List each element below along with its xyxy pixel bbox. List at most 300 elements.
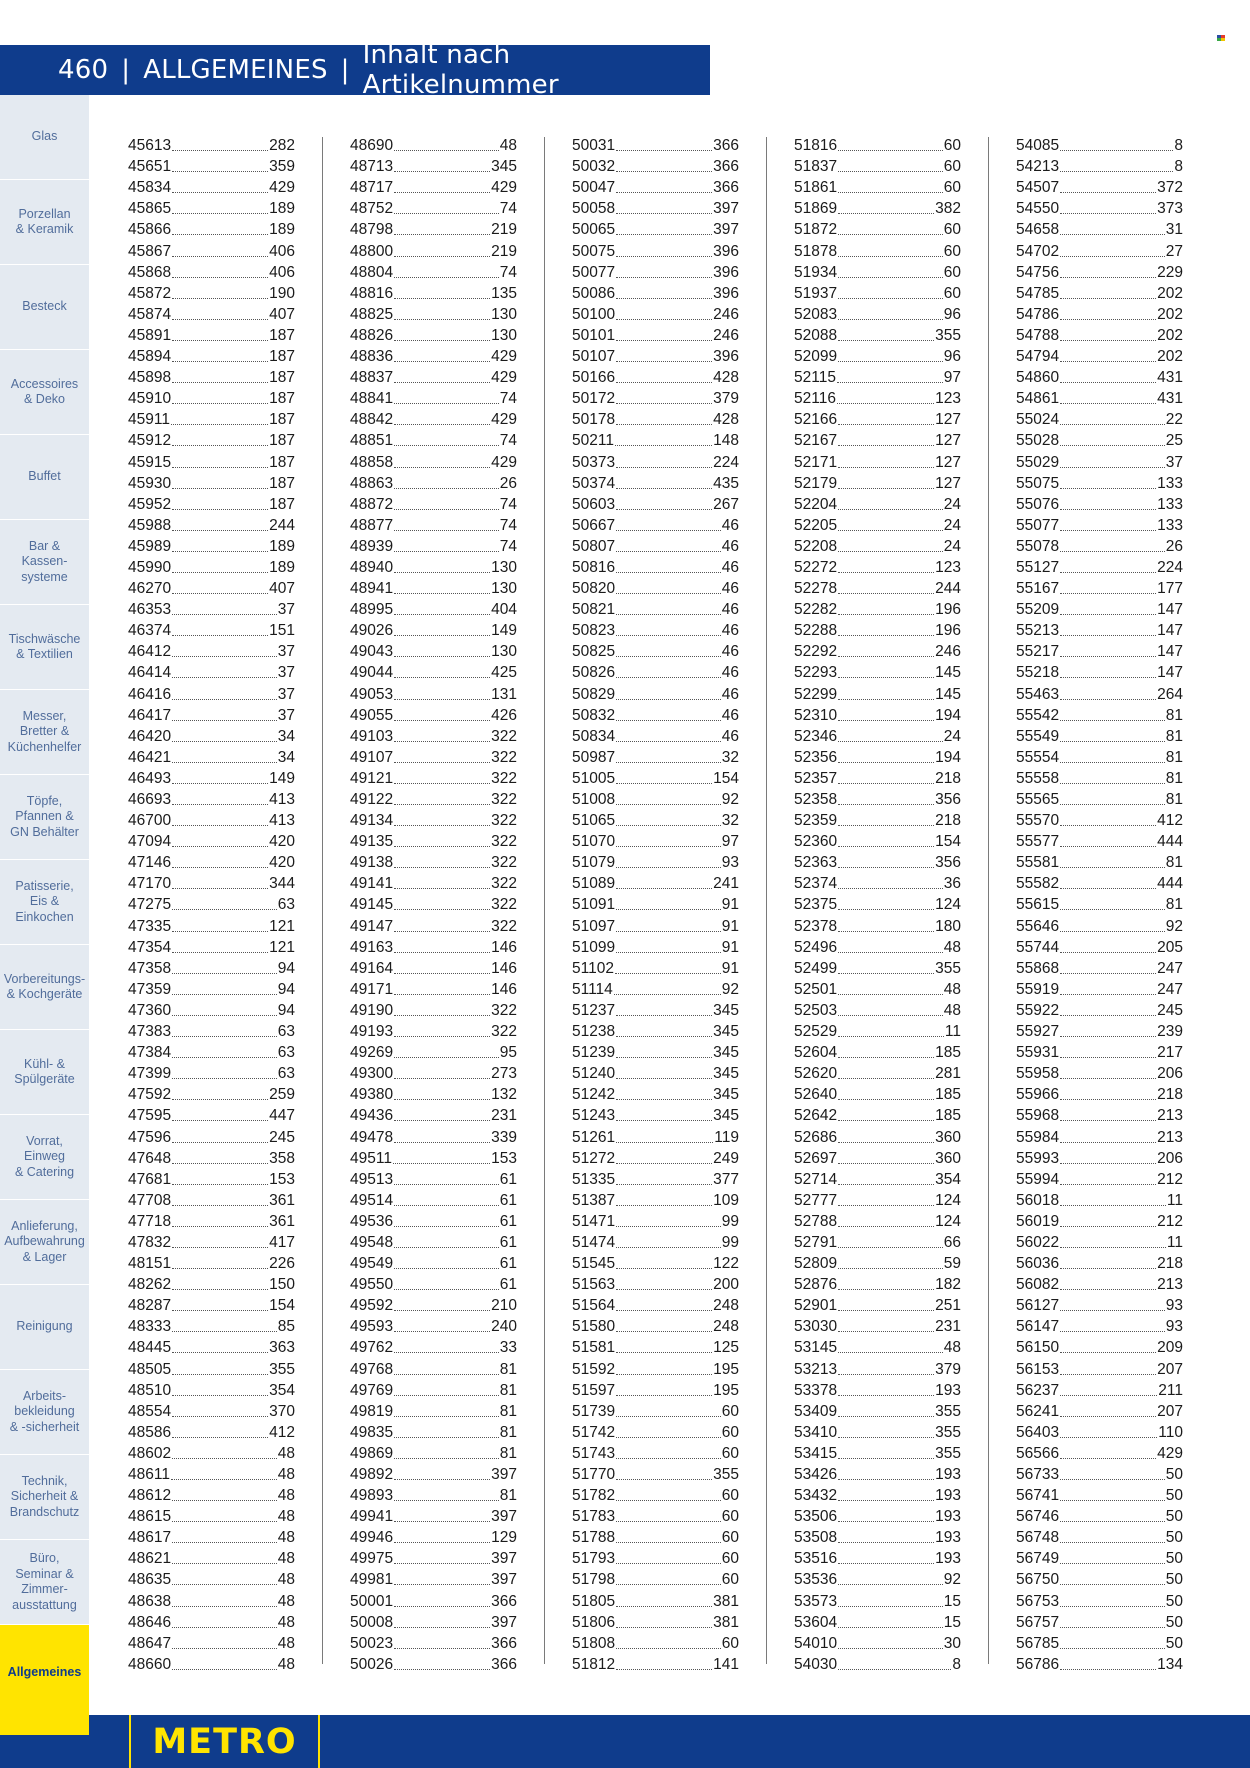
page-reference: 229 [1157, 263, 1183, 281]
index-entry [572, 809, 739, 830]
index-entry [350, 1400, 517, 1421]
page-reference: 189 [269, 221, 295, 239]
article-number: 56127 [1016, 1297, 1060, 1315]
article-number: 54030 [794, 1655, 838, 1673]
dot-leader [616, 233, 712, 235]
index-entry [1016, 1400, 1183, 1421]
page-reference: 239 [1157, 1023, 1183, 1041]
index-entry [572, 218, 739, 239]
page-reference: 187 [269, 453, 295, 471]
article-number: 52357 [794, 769, 838, 787]
article-number: 55542 [1016, 706, 1060, 724]
article-number: 48287 [128, 1297, 172, 1315]
index-entry [794, 767, 961, 788]
article-number: 51869 [794, 200, 838, 218]
dot-leader [394, 845, 490, 847]
index-entry [1016, 1083, 1183, 1104]
article-number: 53030 [794, 1318, 838, 1336]
sidebar-item[interactable]: Anlieferung, Aufbewahrung & Lager [0, 1200, 89, 1285]
article-number: 50211 [572, 432, 614, 450]
dot-leader [838, 719, 934, 721]
index-entry [350, 1611, 517, 1632]
page-reference: 46 [721, 537, 739, 555]
article-number: 55167 [1016, 580, 1060, 598]
index-entry [572, 1547, 739, 1568]
dot-leader [616, 170, 712, 172]
index-entry [794, 239, 961, 260]
dot-leader [1060, 1351, 1156, 1353]
dot-leader [1060, 676, 1156, 678]
dot-leader [838, 276, 943, 278]
page-reference: 212 [1157, 1170, 1183, 1188]
index-entry [572, 493, 739, 514]
dot-leader [172, 1119, 268, 1121]
page-reference: 406 [269, 242, 295, 260]
article-number: 51812 [572, 1655, 616, 1673]
index-entry [794, 1379, 961, 1400]
index-entry [350, 936, 517, 957]
dot-leader [394, 360, 490, 362]
page-reference: 149 [269, 769, 295, 787]
index-entry [794, 1505, 961, 1526]
index-entry [1016, 682, 1183, 703]
page-reference: 60 [721, 1529, 739, 1547]
article-number: 47595 [128, 1107, 172, 1125]
index-entry [1016, 450, 1183, 471]
article-number: 52293 [794, 664, 838, 682]
index-entry [350, 1315, 517, 1336]
sidebar-item[interactable]: Technik, Sicherheit & Brandschutz [0, 1455, 89, 1540]
dot-leader [838, 191, 943, 193]
page-reference: 123 [935, 390, 961, 408]
dot-leader [616, 1499, 721, 1501]
article-number: 49548 [350, 1233, 394, 1251]
index-entry [794, 1463, 961, 1484]
article-number: 48940 [350, 558, 394, 576]
dot-leader [1060, 1668, 1156, 1670]
dot-leader [1060, 1626, 1165, 1628]
dot-leader [172, 951, 268, 953]
article-number: 50023 [350, 1634, 394, 1652]
sidebar-item[interactable]: Vorrat, Einweg & Catering [0, 1115, 89, 1200]
dot-leader [394, 676, 490, 678]
index-entry [572, 1421, 739, 1442]
index-entry [1016, 218, 1183, 239]
article-number: 48612 [128, 1487, 172, 1505]
sidebar-item[interactable]: Reinigung [0, 1285, 89, 1370]
index-entry [1016, 1589, 1183, 1610]
dot-leader [616, 1520, 721, 1522]
index-entry [794, 1589, 961, 1610]
page-reference: 267 [713, 495, 739, 513]
dot-leader [172, 908, 277, 910]
dot-leader [394, 212, 499, 214]
page-reference: 127 [935, 474, 961, 492]
page-reference: 355 [935, 959, 961, 977]
article-number: 49121 [350, 769, 394, 787]
index-entry [794, 725, 961, 746]
dot-leader [172, 1014, 277, 1016]
dot-leader [616, 613, 721, 615]
page-reference: 381 [713, 1592, 739, 1610]
article-number: 51782 [572, 1487, 616, 1505]
article-number: 47708 [128, 1191, 172, 1209]
page-reference: 61 [499, 1212, 517, 1230]
page-reference: 33 [499, 1339, 517, 1357]
index-entry [1016, 1273, 1183, 1294]
article-number: 51798 [572, 1571, 616, 1589]
dot-leader [1060, 360, 1156, 362]
page-reference: 154 [713, 769, 739, 787]
dot-leader [1060, 993, 1156, 995]
sidebar-item[interactable]: Accessoires & Deko [0, 350, 89, 435]
index-entry [128, 514, 295, 535]
article-number: 55127 [1016, 558, 1060, 576]
index-entry [350, 1041, 517, 1062]
page-reference: 322 [491, 727, 517, 745]
index-entry [794, 429, 961, 450]
index-entry [350, 1020, 517, 1041]
index-entry [350, 1083, 517, 1104]
article-number: 52529 [794, 1023, 838, 1041]
dot-leader [394, 698, 490, 700]
dot-leader [838, 972, 934, 974]
index-column [794, 134, 961, 1674]
article-number: 45989 [128, 537, 172, 555]
index-entry [794, 1632, 961, 1653]
dot-leader [172, 1267, 268, 1269]
page-reference: 425 [491, 664, 517, 682]
article-number: 50667 [572, 516, 616, 534]
article-number: 53432 [794, 1487, 838, 1505]
article-number: 54213 [1016, 158, 1060, 176]
article-number: 51937 [794, 284, 838, 302]
article-number: 48635 [128, 1571, 172, 1589]
page-reference: 397 [713, 200, 739, 218]
dot-leader [616, 1562, 721, 1564]
article-number: 48826 [350, 326, 394, 344]
page-reference: 99 [721, 1212, 739, 1230]
page-reference: 91 [721, 938, 739, 956]
dot-leader [394, 1394, 499, 1396]
article-number: 56741 [1016, 1487, 1060, 1505]
article-number: 56748 [1016, 1529, 1060, 1547]
index-entry [350, 640, 517, 661]
article-number: 48851 [350, 432, 394, 450]
index-entry [350, 155, 517, 176]
page-reference: 420 [269, 833, 295, 851]
index-entry [572, 1357, 739, 1378]
sidebar-item[interactable]: Bar & Kassen- systeme [0, 520, 89, 605]
index-entry [128, 1168, 295, 1189]
page-reference: 187 [269, 369, 295, 387]
page-reference: 93 [1165, 1318, 1183, 1336]
article-number: 51742 [572, 1423, 616, 1441]
page-reference: 48 [277, 1655, 295, 1673]
index-entry [572, 556, 739, 577]
article-number: 48842 [350, 411, 394, 429]
article-number: 48717 [350, 179, 394, 197]
index-entry [794, 1611, 961, 1632]
page-number: 460 [58, 55, 109, 85]
index-entry [350, 197, 517, 218]
sidebar-item[interactable]: Kühl- & Spülgeräte [0, 1030, 89, 1115]
dot-leader [172, 803, 268, 805]
page-reference: 11 [1166, 1191, 1183, 1209]
article-number: 50075 [572, 242, 616, 260]
dot-leader [172, 571, 268, 573]
page-reference: 97 [721, 833, 739, 851]
page-reference: 187 [269, 326, 295, 344]
article-number: 52499 [794, 959, 838, 977]
index-entry [128, 303, 295, 324]
dot-leader [172, 1288, 268, 1290]
article-number: 51808 [572, 1634, 616, 1652]
page-reference: 31 [1165, 221, 1183, 239]
page-reference: 133 [1157, 495, 1183, 513]
dot-leader [172, 149, 268, 151]
page-reference: 27 [1165, 242, 1183, 260]
page-reference: 196 [935, 601, 961, 619]
sidebar-item[interactable]: Tischwäsche & Textilien [0, 605, 89, 690]
index-entry [128, 1589, 295, 1610]
page-reference: 429 [491, 411, 517, 429]
page-reference: 154 [935, 833, 961, 851]
index-entry [128, 725, 295, 746]
page-header [0, 40, 710, 100]
page-reference: 63 [277, 1044, 295, 1062]
index-entry [572, 1589, 739, 1610]
sidebar-item[interactable]: Arbeits- bekleidung & -sicherheit [0, 1370, 89, 1455]
dot-leader [838, 1373, 934, 1375]
article-number: 52179 [794, 474, 838, 492]
page-reference: 74 [499, 263, 517, 281]
sidebar-item[interactable]: Besteck [0, 265, 89, 350]
index-entry [128, 366, 295, 387]
sidebar-item[interactable]: Porzellan & Keramik [0, 180, 89, 265]
article-number: 49380 [350, 1086, 394, 1104]
dot-leader [837, 381, 943, 383]
index-entry [794, 324, 961, 345]
dot-leader [838, 1225, 934, 1227]
dot-leader [616, 803, 721, 805]
article-number: 51335 [572, 1170, 616, 1188]
index-entry [572, 978, 739, 999]
article-number: 51563 [572, 1276, 616, 1294]
article-number: 54786 [1016, 305, 1060, 323]
index-entry [794, 1336, 961, 1357]
index-entry [128, 1210, 295, 1231]
dot-leader [838, 824, 934, 826]
dot-leader [172, 972, 277, 974]
dot-leader [1060, 761, 1165, 763]
dot-leader [172, 1394, 268, 1396]
sidebar-item[interactable]: Büro, Seminar & Zimmer- ausstattung [0, 1540, 89, 1625]
index-entry [1016, 1653, 1183, 1674]
page-reference: 60 [721, 1487, 739, 1505]
article-number: 51005 [572, 769, 616, 787]
dot-leader [394, 487, 499, 489]
page-reference: 444 [1157, 875, 1183, 893]
article-number: 55209 [1016, 601, 1060, 619]
page-reference: 185 [935, 1044, 961, 1062]
index-entry [350, 450, 517, 471]
index-entry [794, 1315, 961, 1336]
sidebar-item[interactable]: Patisserie, Eis & Einkochen [0, 860, 89, 945]
article-number: 51070 [572, 833, 616, 851]
page-reference: 379 [935, 1360, 961, 1378]
article-number: 48836 [350, 348, 394, 366]
article-number: 55565 [1016, 791, 1060, 808]
dot-leader [838, 761, 934, 763]
dot-leader [616, 255, 712, 257]
article-number: 51239 [572, 1044, 616, 1062]
page-reference: 50 [1165, 1508, 1183, 1526]
page-reference: 407 [269, 580, 295, 598]
dot-leader [616, 1478, 712, 1480]
index-entry [128, 1505, 295, 1526]
sidebar-item[interactable]: Glas [0, 95, 89, 180]
index-entry [572, 345, 739, 366]
index-entry [572, 1125, 739, 1146]
dot-leader [616, 1415, 721, 1417]
article-number: 45898 [128, 369, 172, 387]
article-number: 55966 [1016, 1086, 1060, 1104]
page-reference: 151 [269, 622, 295, 640]
page-reference: 356 [935, 791, 961, 808]
index-entry [1016, 472, 1183, 493]
dot-leader [1060, 655, 1156, 657]
dot-leader [838, 951, 943, 953]
dot-leader [172, 866, 268, 868]
dot-leader [172, 339, 268, 341]
sidebar-item[interactable]: Töpfe, Pfannen & GN Behälter [0, 775, 89, 860]
dot-leader [394, 381, 490, 383]
index-entry [572, 725, 739, 746]
page-reference: 127 [935, 453, 961, 471]
index-entry [128, 914, 295, 935]
dot-leader [1060, 233, 1165, 235]
page-reference: 46 [721, 516, 739, 534]
index-entry [572, 619, 739, 640]
index-entry [350, 1062, 517, 1083]
dot-leader [616, 634, 721, 636]
index-entry [1016, 936, 1183, 957]
dot-leader [616, 887, 712, 889]
index-entry [128, 1611, 295, 1632]
index-entry [572, 598, 739, 619]
article-number: 50832 [572, 706, 616, 724]
page-reference: 248 [713, 1297, 739, 1315]
article-number: 49981 [350, 1571, 394, 1589]
dot-leader [394, 740, 490, 742]
dot-leader [172, 1077, 277, 1079]
article-number: 49869 [350, 1444, 394, 1462]
dot-leader [616, 339, 712, 341]
sidebar-item[interactable]: Buffet [0, 435, 89, 520]
column-divider [988, 137, 989, 1664]
page-reference: 63 [277, 1065, 295, 1083]
article-number: 49549 [350, 1255, 394, 1273]
index-entry [350, 746, 517, 767]
page-reference: 131 [491, 685, 517, 703]
sidebar-item-active[interactable]: Allgemeines [0, 1625, 89, 1720]
page-reference: 370 [269, 1402, 295, 1420]
dot-leader [394, 1415, 499, 1417]
article-number: 50166 [572, 369, 616, 387]
sidebar-item[interactable]: Messer, Bretter & Küchenhelfer [0, 690, 89, 775]
page-reference: 46 [721, 706, 739, 724]
dot-leader [838, 1436, 934, 1438]
page-reference: 22 [1165, 411, 1183, 429]
dot-leader [1060, 634, 1156, 636]
article-number: 50603 [572, 495, 616, 513]
index-entry [794, 1104, 961, 1125]
dot-leader [616, 1119, 712, 1121]
index-entry [572, 999, 739, 1020]
article-number: 49768 [350, 1360, 394, 1378]
dot-leader [1060, 170, 1173, 172]
index-entry [572, 514, 739, 535]
index-entry [350, 429, 517, 450]
page-reference: 124 [935, 896, 961, 914]
index-entry [572, 1400, 739, 1421]
article-number: 50816 [572, 558, 616, 576]
index-entry [794, 556, 961, 577]
page-reference: 61 [499, 1233, 517, 1251]
article-number: 48939 [350, 537, 394, 555]
index-entry [1016, 830, 1183, 851]
sidebar-item[interactable]: Vorbereitungs- & Kochgeräte [0, 945, 89, 1030]
article-number: 50026 [350, 1655, 394, 1673]
page-reference: 282 [269, 137, 295, 155]
dot-leader [172, 318, 268, 320]
article-number: 55984 [1016, 1128, 1060, 1146]
dot-leader [394, 233, 490, 235]
page-reference: 246 [713, 326, 739, 344]
article-number: 45930 [128, 474, 172, 492]
dot-leader [1060, 381, 1156, 383]
dot-leader [394, 972, 490, 974]
article-number: 51545 [572, 1255, 616, 1273]
article-number: 52620 [794, 1065, 838, 1083]
dot-leader [838, 1541, 934, 1543]
article-number: 45912 [128, 432, 172, 450]
index-entry [128, 1125, 295, 1146]
index-entry [350, 535, 517, 556]
index-entry [350, 1210, 517, 1231]
page-reference: 37 [1165, 453, 1183, 471]
index-column [350, 134, 517, 1674]
dot-leader [838, 782, 934, 784]
index-entry [794, 788, 961, 809]
article-number: 48825 [350, 305, 394, 323]
index-entry [794, 197, 961, 218]
dot-leader [172, 993, 277, 995]
page-reference: 95 [499, 1044, 517, 1062]
page-reference: 74 [499, 432, 517, 450]
page-reference: 8 [1174, 158, 1183, 176]
page-reference: 360 [935, 1128, 961, 1146]
index-entry [128, 218, 295, 239]
page-reference: 130 [491, 558, 517, 576]
index-entry [128, 450, 295, 471]
article-number: 52299 [794, 685, 838, 703]
page-reference: 97 [943, 369, 961, 387]
dot-leader [394, 761, 490, 763]
article-number: 51237 [572, 1001, 616, 1019]
page-reference: 264 [1157, 685, 1183, 703]
